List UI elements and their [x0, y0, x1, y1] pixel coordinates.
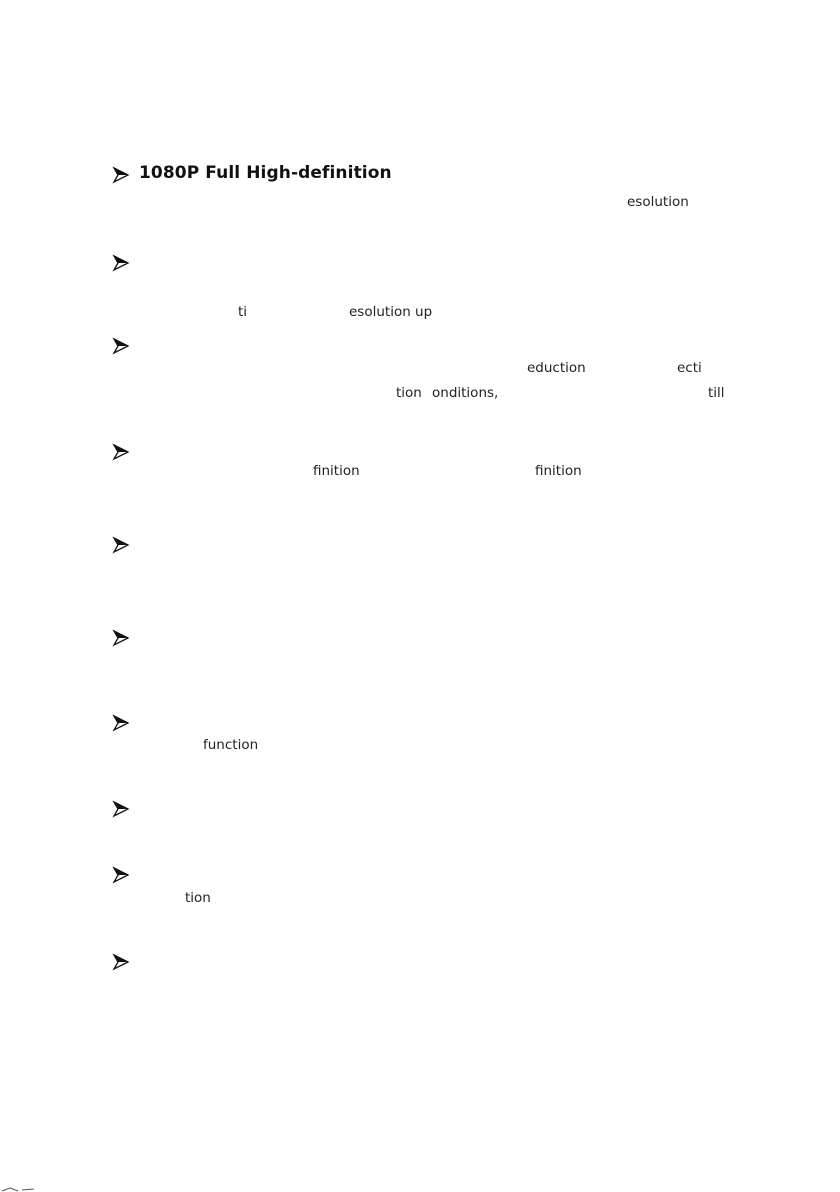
- arrowhead-bullet-icon: [112, 714, 130, 732]
- text-fragment: eduction: [527, 360, 586, 376]
- arrowhead-bullet-icon: [112, 800, 130, 818]
- text-fragment: tion: [396, 385, 422, 401]
- scan-artifact-mark: [0, 1186, 40, 1192]
- text-fragment: ecti: [677, 360, 702, 376]
- text-fragment: tion: [185, 890, 211, 906]
- text-fragment: esolution: [627, 194, 689, 210]
- text-fragment: onditions,: [432, 385, 499, 401]
- text-fragment: finition: [535, 463, 582, 479]
- arrowhead-bullet-icon: [112, 166, 130, 184]
- text-fragment: function: [203, 737, 259, 753]
- text-fragment: esolution up: [349, 304, 433, 320]
- arrowhead-bullet-icon: [112, 629, 130, 647]
- text-fragment: till: [708, 385, 725, 401]
- arrowhead-bullet-icon: [112, 953, 130, 971]
- section-heading: 1080P Full High-definition: [139, 163, 392, 183]
- text-fragment: ti: [238, 304, 248, 320]
- text-fragment: finition: [313, 463, 360, 479]
- arrowhead-bullet-icon: [112, 866, 130, 884]
- arrowhead-bullet-icon: [112, 443, 130, 461]
- arrowhead-bullet-icon: [112, 254, 130, 272]
- arrowhead-bullet-icon: [112, 536, 130, 554]
- arrowhead-bullet-icon: [112, 337, 130, 355]
